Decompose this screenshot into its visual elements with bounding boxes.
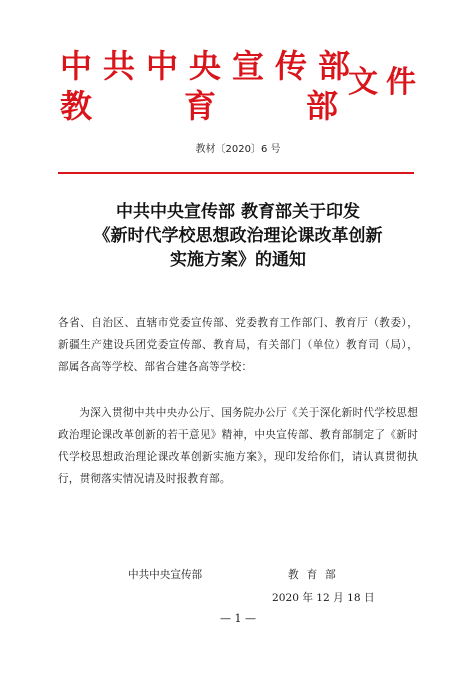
- signature-date: 2020 年 12 月 18 日: [272, 592, 375, 604]
- recipients: 各省、自治区、直辖市党委宣传部、党委教育工作部门、教育厅（教委），新疆生产建设兵团党委宣传部、教育局，有关部门（单位）教育司（局），部属各高等学校、部省合建各高等学校：: [58, 317, 418, 373]
- document-number: 教材〔2020〕6 号: [195, 144, 281, 155]
- signature-issuer: 教育部: [288, 569, 344, 581]
- title-line: 中共中央宣传部 教育部关于印发: [116, 202, 360, 222]
- letterhead-suffix: 文件: [348, 65, 424, 100]
- red-divider: [58, 172, 414, 174]
- title-line: 《新时代学校思想政治理论课改革创新: [93, 226, 383, 246]
- signature-issuer: 中共中央宣传部: [128, 569, 203, 581]
- body-paragraph: 为深入贯彻中共中央办公厅、国务院办公厅《关于深化新时代学校思想政治理论课改革创新的若干意见》精神，中央宣传部、教育部制定了《新时代学校思想政治理论课改革创新实施方案》，现印发给你们，请认真贯彻执行，贯彻落实情况请及时报教育部。: [58, 407, 418, 485]
- letterhead-line2-char: 部: [306, 87, 339, 125]
- letterhead-line1: 中共中央宣传部: [60, 47, 362, 85]
- document-title: [0, 200, 476, 272]
- title-line: 实施方案》的通知: [170, 250, 306, 270]
- letterhead-line2-char: 育: [184, 87, 217, 125]
- page-number: — 1 —: [220, 612, 256, 625]
- letterhead-line2-char: 教: [60, 87, 93, 125]
